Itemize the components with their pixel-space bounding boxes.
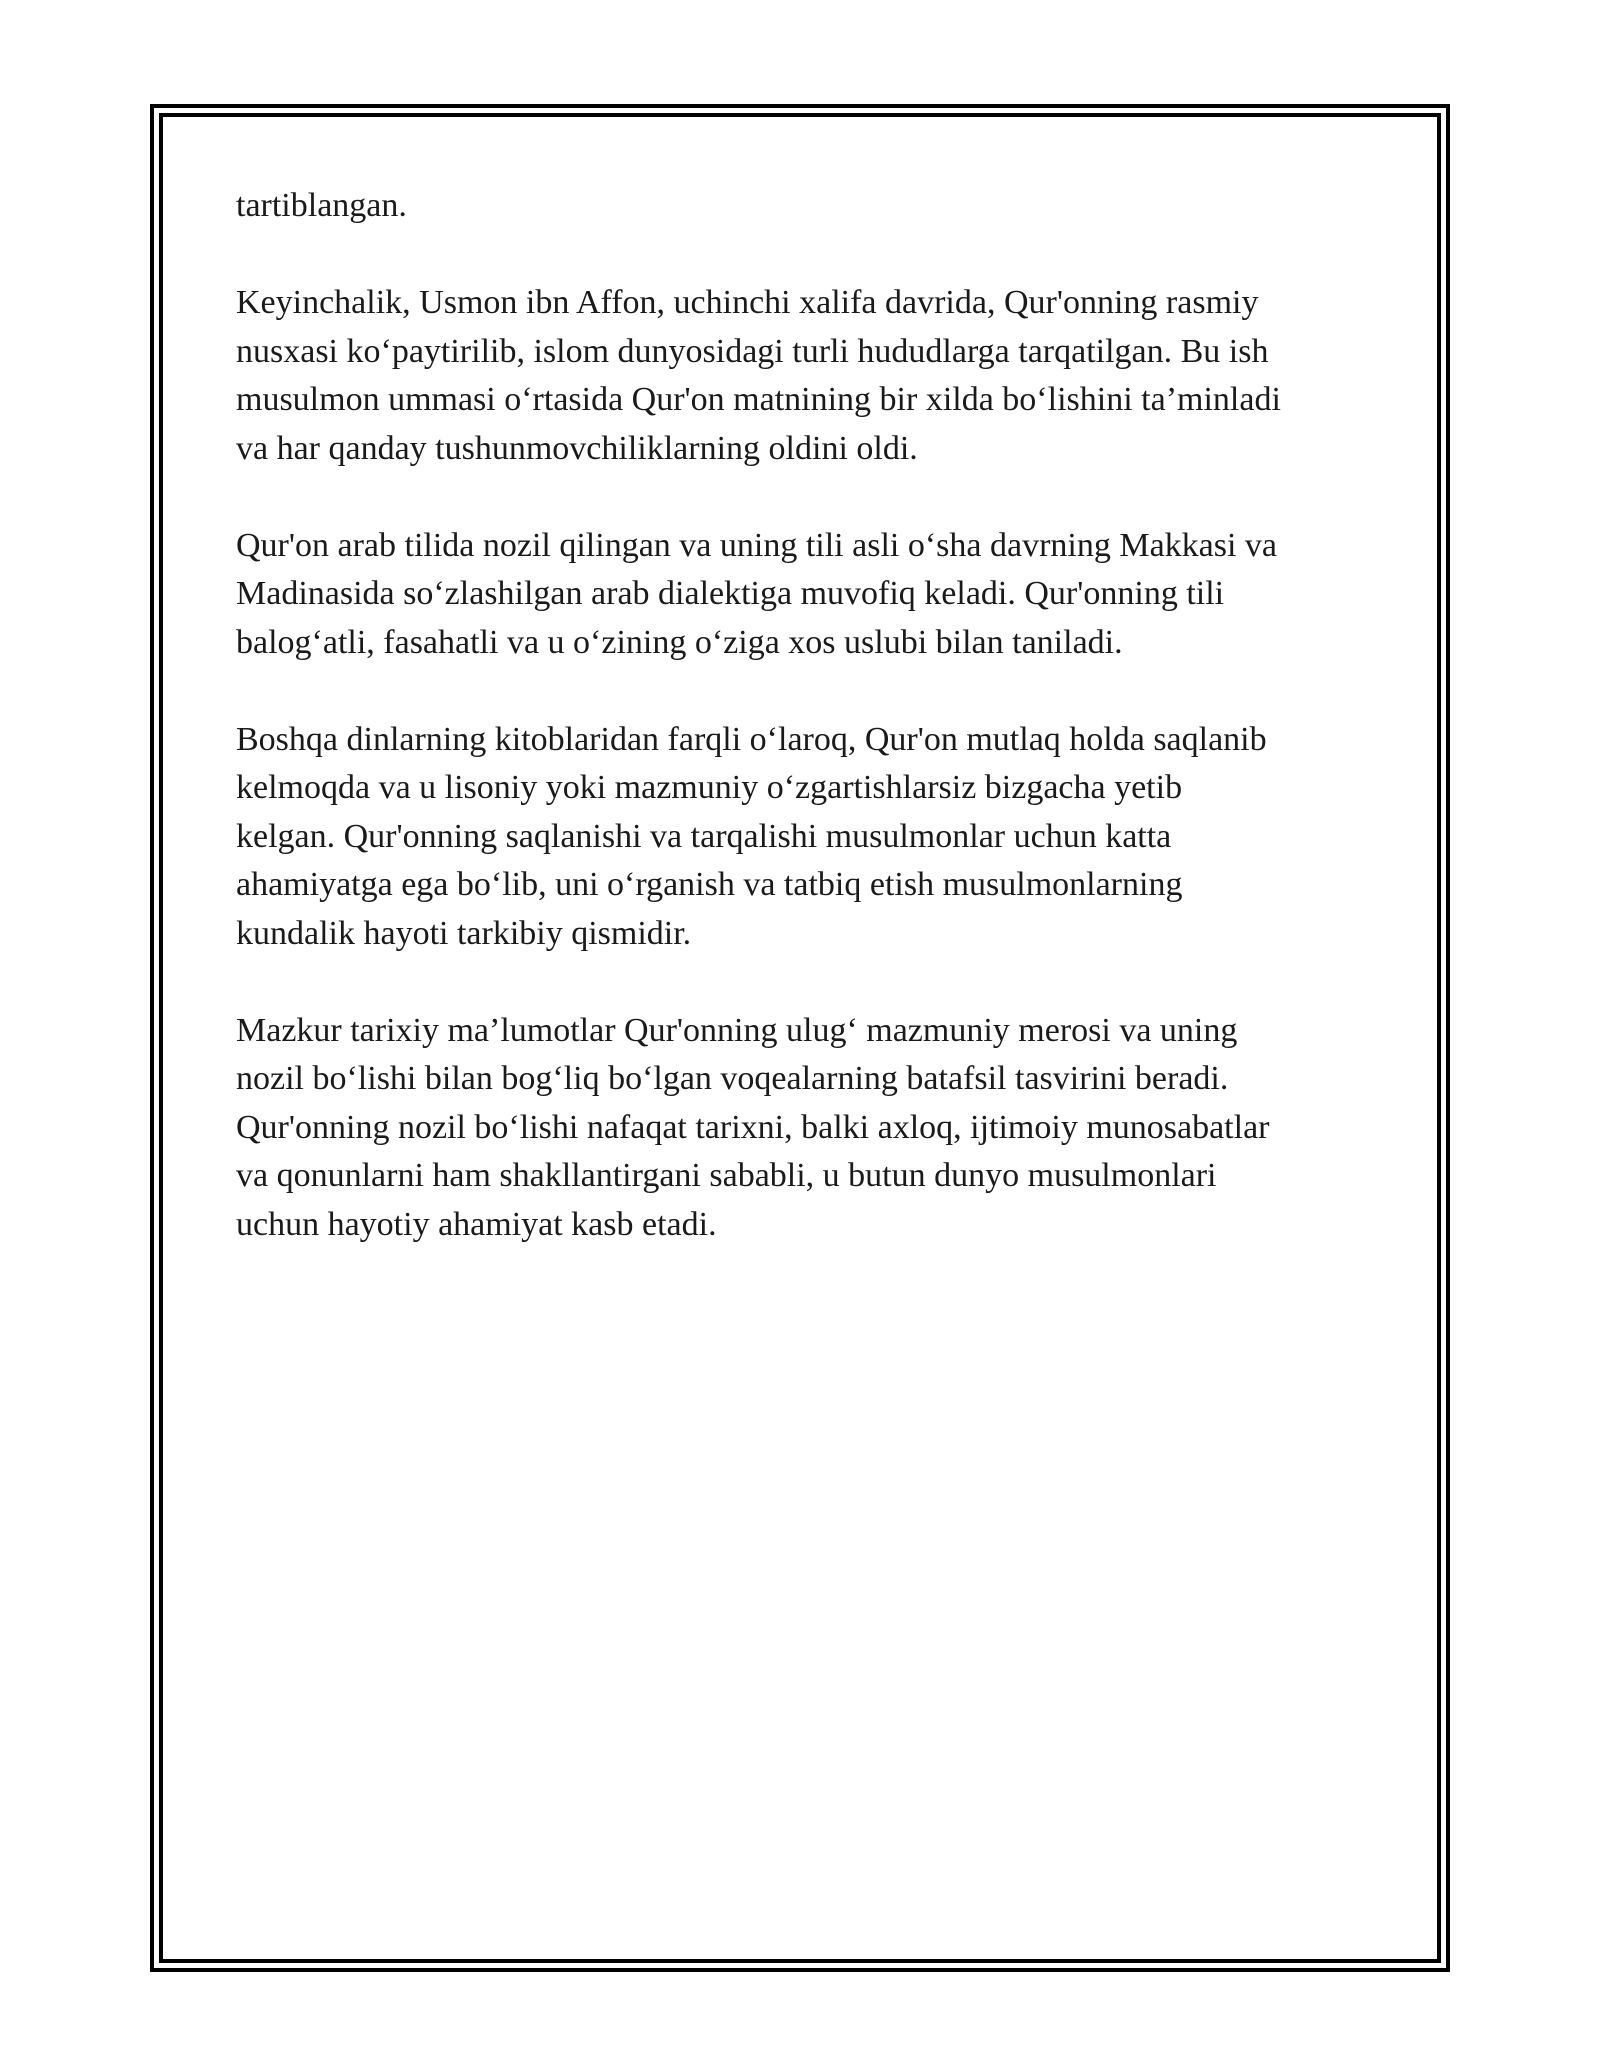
document-body [236, 182, 1376, 1298]
paragraph-arab-tili: Qur'on arab tilida nozil qilingan va uning tili asli o‘sha davrning Makkasi va Madinasida so‘zlashilgan arab dialektiga muvofiq keladi. Qur'onning tili balog‘atli, fasahatli va u o‘zining o‘ziga xos uslubi bilan taniladi. [236, 526, 1278, 661]
paragraph-mazkur: Mazkur tarixiy ma’lumotlar Qur'onning ulug‘ mazmuniy merosi va uning nozil bo‘lishi bilan bog‘liq bo‘lgan voqealarning batafsil tasvirini beradi. Qur'onning nozil bo‘lishi nafaqat tarixni, balki axloq, ijtimoiy munosabatlar va qonunlarni ham shakllantirgani sababli, u butun dunyo musulmonlari uchun hayotiy ahamiyat kasb etadi. [236, 1011, 1270, 1243]
paragraph-usmon: Keyinchalik, Usmon ibn Affon, uchinchi xalifa davrida, Qur'onning rasmiy nusxasi ko‘paytirilib, islom dunyosidagi turli hududlarga tarqatilgan. Bu ish musulmon ummasi o‘rtasida Qur'on matnining bir xilda bo‘lishini ta’minladi va har qanday tushunmovchiliklarning oldini oldi. [236, 284, 1281, 467]
paragraph-saqlanishi: Boshqa dinlarning kitoblaridan farqli o‘laroq, Qur'on mutlaq holda saqlanib kelmoqda va u lisoniy yoki mazmuniy o‘zgartishlarsiz bizgacha yetib kelgan. Qur'onning saqlanishi va tarqalishi musulmonlar uchun katta ahamiyatga ega bo‘lib, uni o‘rganish va tatbiq etish musulmonlarning kundalik hayoti tarkibiy qismidir. [236, 720, 1267, 952]
paragraph-continuation: tartiblangan. [236, 187, 407, 224]
